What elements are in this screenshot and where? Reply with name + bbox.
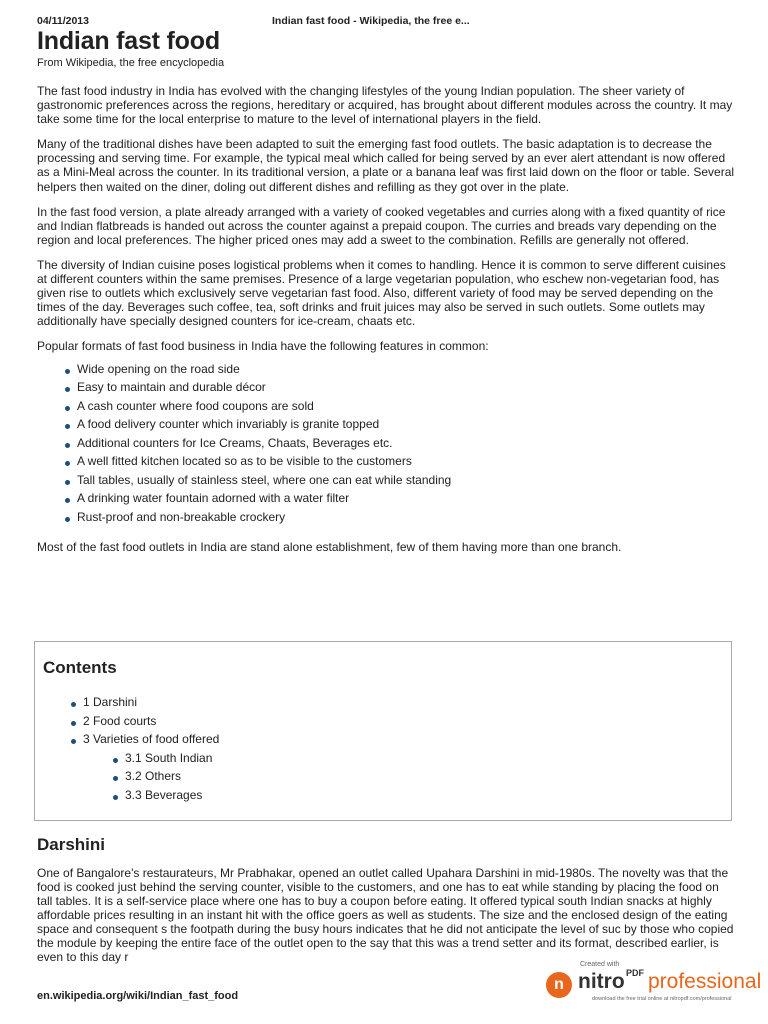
toc-item-beverages[interactable] xyxy=(125,786,261,805)
table-of-contents xyxy=(34,641,732,821)
article-title: Indian fast food xyxy=(37,27,220,55)
print-page-title: Indian fast food - Wikipedia, the free e... xyxy=(272,15,470,27)
bullet-icon xyxy=(113,758,118,763)
list-item xyxy=(77,452,735,471)
list-item xyxy=(77,508,735,527)
bullet-icon xyxy=(71,721,76,726)
watermark-brand: nitro xyxy=(578,970,625,993)
toc-sublist xyxy=(125,749,261,805)
list-item-text: Tall tables, usually of stainless steel, where one can eat while standing xyxy=(77,472,452,487)
list-item xyxy=(77,397,735,416)
watermark-pdf: PDF xyxy=(626,968,644,978)
toc-item-darshini[interactable] xyxy=(83,693,219,712)
bullet-icon xyxy=(65,443,70,448)
list-item xyxy=(77,415,735,434)
toc-link[interactable]: 1 Darshini xyxy=(83,695,138,709)
watermark-fine-print: download the free trial online at nitropdf.com/professional xyxy=(592,996,732,1002)
list-item-text: A food delivery counter which invariably is granite topped xyxy=(77,417,380,431)
section-heading-darshini: Darshini xyxy=(37,835,106,854)
paragraph: One of Bangalore's restaurateurs, Mr Prabhakar, opened an outlet called Upahara Darshini in mid-1980s. The novelty was that the food is cooked just behind the serving counter, visible to the customers, and one has to eat while standing by placing the food on tall tables. It is a self-service place where one has to buy a coupon before eating. It offered typical south Indian snacks at highly affordable prices resulting in an instant hit with the office goers as well as students. The size and the enclosed design of the eating space and consequent s the footpath during the busy hours indicates that he did not anticipate the level of suc by those who copied the module by keeping the entire face of the outlet open to the say that this was a trend setter and its format, described earlier, is even to this day r xyxy=(37,866,734,964)
paragraph: The fast food industry in India has evolved with the changing lifestyles of the young Indian population. The sheer variety of gastronomic preferences across the regions, hereditary or acquired, has brought about different modules across the country. It may take some time for the local enterprise to mature to the level of international players in the field. xyxy=(37,84,733,127)
toc-link[interactable]: 3.2 Others xyxy=(125,769,182,784)
toc-item-varieties[interactable] xyxy=(83,730,219,804)
watermark-edition: professional xyxy=(648,970,762,993)
list-item-text: A cash counter where food coupons are sold xyxy=(77,398,314,413)
article-body xyxy=(37,84,735,565)
list-item-text: Easy to maintain and durable décor xyxy=(77,380,266,394)
list-item-text: Rust-proof and non-breakable crockery xyxy=(77,509,286,524)
nitro-watermark xyxy=(536,956,768,1016)
toc-item-others[interactable] xyxy=(125,767,261,786)
toc-link[interactable]: 3.3 Beverages xyxy=(125,787,203,802)
list-item xyxy=(77,434,735,453)
toc-item-food-courts[interactable] xyxy=(83,712,219,731)
bullet-icon xyxy=(113,795,118,800)
toc-item-south-indian[interactable] xyxy=(125,749,261,768)
list-item-text: A drinking water fountain adorned with a water filter xyxy=(77,491,350,505)
bullet-icon xyxy=(65,387,70,392)
toc-heading: Contents xyxy=(43,658,117,677)
bullet-icon xyxy=(65,406,70,411)
bullet-icon xyxy=(65,461,70,466)
paragraph: Most of the fast food outlets in India are stand alone establishment, few of them having more than one branch. xyxy=(37,540,622,554)
paragraph: The diversity of Indian cuisine poses logistical problems when it comes to handling. Hence it is common to serve different cuisines at different counters within the same premises. Presence of a large vegetarian population, who eschew non-vegetarian food, has given rise to outlets which exclusively serve vegetarian fast food. Also, different variety of food may be served depending on the times of the day. Beverages such coffee, tea, soft drinks and fruit juices may also be served in such outlets. Some outlets may additionally have specially designed counters for ice-cream, chaats etc. xyxy=(37,257,726,329)
watermark-created-with: Created with xyxy=(580,961,620,968)
list-item xyxy=(77,378,735,397)
toc-list xyxy=(83,693,219,805)
paragraph: Popular formats of fast food business in India have the following features in common: xyxy=(37,339,489,354)
bullet-icon xyxy=(71,739,76,744)
list-item-text: Additional counters for Ice Creams, Chaats, Beverages etc. xyxy=(77,435,393,450)
features-list xyxy=(37,360,735,527)
bullet-icon xyxy=(71,702,76,707)
list-item xyxy=(77,489,735,508)
list-item-text: Wide opening on the road side xyxy=(77,361,240,376)
article-subtitle: From Wikipedia, the free encyclopedia xyxy=(37,57,225,69)
bullet-icon xyxy=(65,517,70,522)
list-item-text: A well fitted kitchen located so as to be visible to the customers xyxy=(77,454,412,468)
section-body xyxy=(37,866,737,964)
bullet-icon xyxy=(65,480,70,485)
bullet-icon xyxy=(65,369,70,374)
paragraph: In the fast food version, a plate already arranged with a variety of cooked vegetables and curries along with a fixed quantity of rice and Indian flatbreads is handed out across the counter against a prepaid coupon. The curries and breads vary depending on the region and local preferences. The higher priced ones may add a sweet to the combination. Refills are generally not offered. xyxy=(37,204,726,247)
bullet-icon xyxy=(113,776,118,781)
toc-link[interactable]: 3 Varieties of food offered xyxy=(83,732,220,747)
toc-link[interactable]: 2 Food courts xyxy=(83,713,157,728)
nitro-logo-icon: n xyxy=(546,972,572,998)
toc-link[interactable]: 3.1 South Indian xyxy=(125,750,213,765)
list-item xyxy=(77,471,735,490)
list-item xyxy=(77,360,735,379)
print-date: 04/11/2013 xyxy=(37,15,89,27)
bullet-icon xyxy=(65,424,70,429)
page-url: en.wikipedia.org/wiki/Indian_fast_food xyxy=(37,990,239,1002)
bullet-icon xyxy=(65,498,70,503)
paragraph: Many of the traditional dishes have been adapted to suit the emerging fast food outlets. The basic adaptation is to decrease the processing and serving time. For example, the typical meal which called for being served by an ever alert attendant is now offered as a Mini-Meal across the counter. In its traditional version, a plate or a banana leaf was first laid down on the floor or table. Several helpers then waited on the diner, doling out different dishes and refilling as they got over in the plate. xyxy=(37,137,735,194)
